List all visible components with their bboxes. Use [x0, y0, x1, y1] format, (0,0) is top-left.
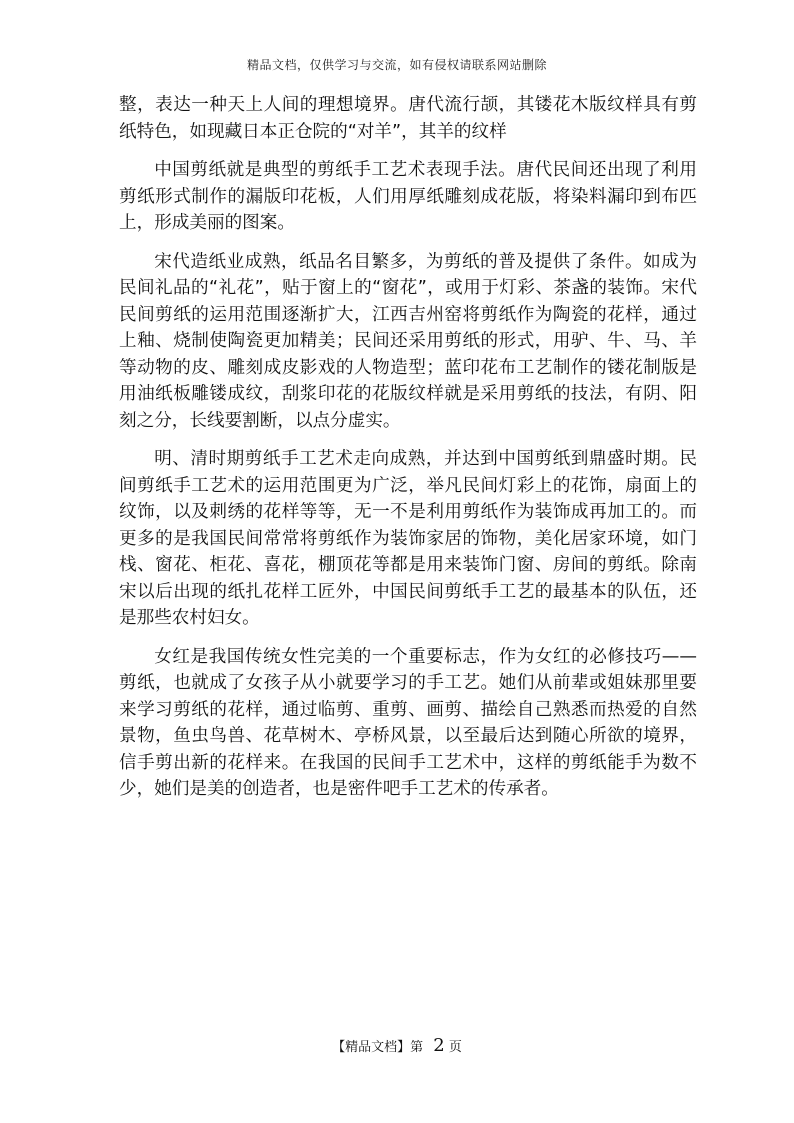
- footer-suffix: 页: [448, 1040, 462, 1055]
- paragraph-nvhong: 女红是我国传统女性完美的一个重要标志，作为女红的必修技巧——剪纸，也就成了女孩子从小就要学习的手工艺。她们从前辈或姐妹那里要来学习剪纸的花样，通过临剪、重剪、画剪、描绘自己熟悉而热爱的自然景物，鱼虫鸟兽、花草树木、亭桥风景，以至最后达到随心所欲的境界，信手剪出新的花样来。在我国的民间手工艺术中，这样的剪纸能手为数不少，她们是美的创造者，也是密件吧手工艺术的传承者。: [119, 646, 697, 799]
- page-number: 2: [433, 1035, 445, 1056]
- footer-label: 【精品文档】第: [332, 1040, 424, 1055]
- paragraph-tang-stencil: 中国剪纸就是典型的剪纸手工艺术表现手法。唐代民间还出现了利用剪纸形式制作的漏版印花板，人们用厚纸雕刻成花版，将染料漏印到布匹上，形成美丽的图案。: [119, 160, 697, 233]
- page-header: 精品文档，仅供学习与交流，如有侵权请联系网站删除: [246, 58, 547, 72]
- paragraph-ming-qing: 明、清时期剪纸手工艺术走向成熟，并达到中国剪纸到鼎盛时期。民间剪纸手工艺术的运用范围更为广泛，举凡民间灯彩上的花饰，扇面上的纹饰，以及刺绣的花样等等，无一不是利用剪纸作为装饰成再加工的。而更多的是我国民间常常将剪纸作为装饰家居的饰物，美化居家环境，如门栈、窗花、柜花、喜花，棚顶花等都是用来装饰门窗、房间的剪纸。除南宋以后出现的纸扎花样工匠外，中国民间剪纸手工艺的最基本的队伍，还是那些农村妇女。: [119, 449, 697, 628]
- paragraph-song-dynasty: 宋代造纸业成熟，纸品名目繁多，为剪纸的普及提供了条件。如成为民间礼品的“礼花”，贴于窗上的“窗花”，或用于灯彩、茶盏的装饰。宋代民间剪纸的运用范围逐渐扩大，江西吉州窑将剪纸作为陶瓷的花样，通过上釉、烧制使陶瓷更加精美；民间还采用剪纸的形式，用驴、牛、马、羊等动物的皮、雕刻成皮影戏的人物造型；蓝印花布工艺制作的镂花制版是用油纸板雕镂成纹，刮浆印花的花版纹样就是采用剪纸的技法，有阴、阳刻之分，长线要割断，以点分虚实。: [119, 251, 697, 431]
- page-footer: [0, 1035, 794, 1056]
- paragraph-continuation: 整，表达一种天上人间的理想境界。唐代流行颉，其镂花木版纹样具有剪纸特色，如现藏日本正仓院的“对羊”，其羊的纹样: [119, 95, 697, 142]
- document-body: [119, 92, 697, 815]
